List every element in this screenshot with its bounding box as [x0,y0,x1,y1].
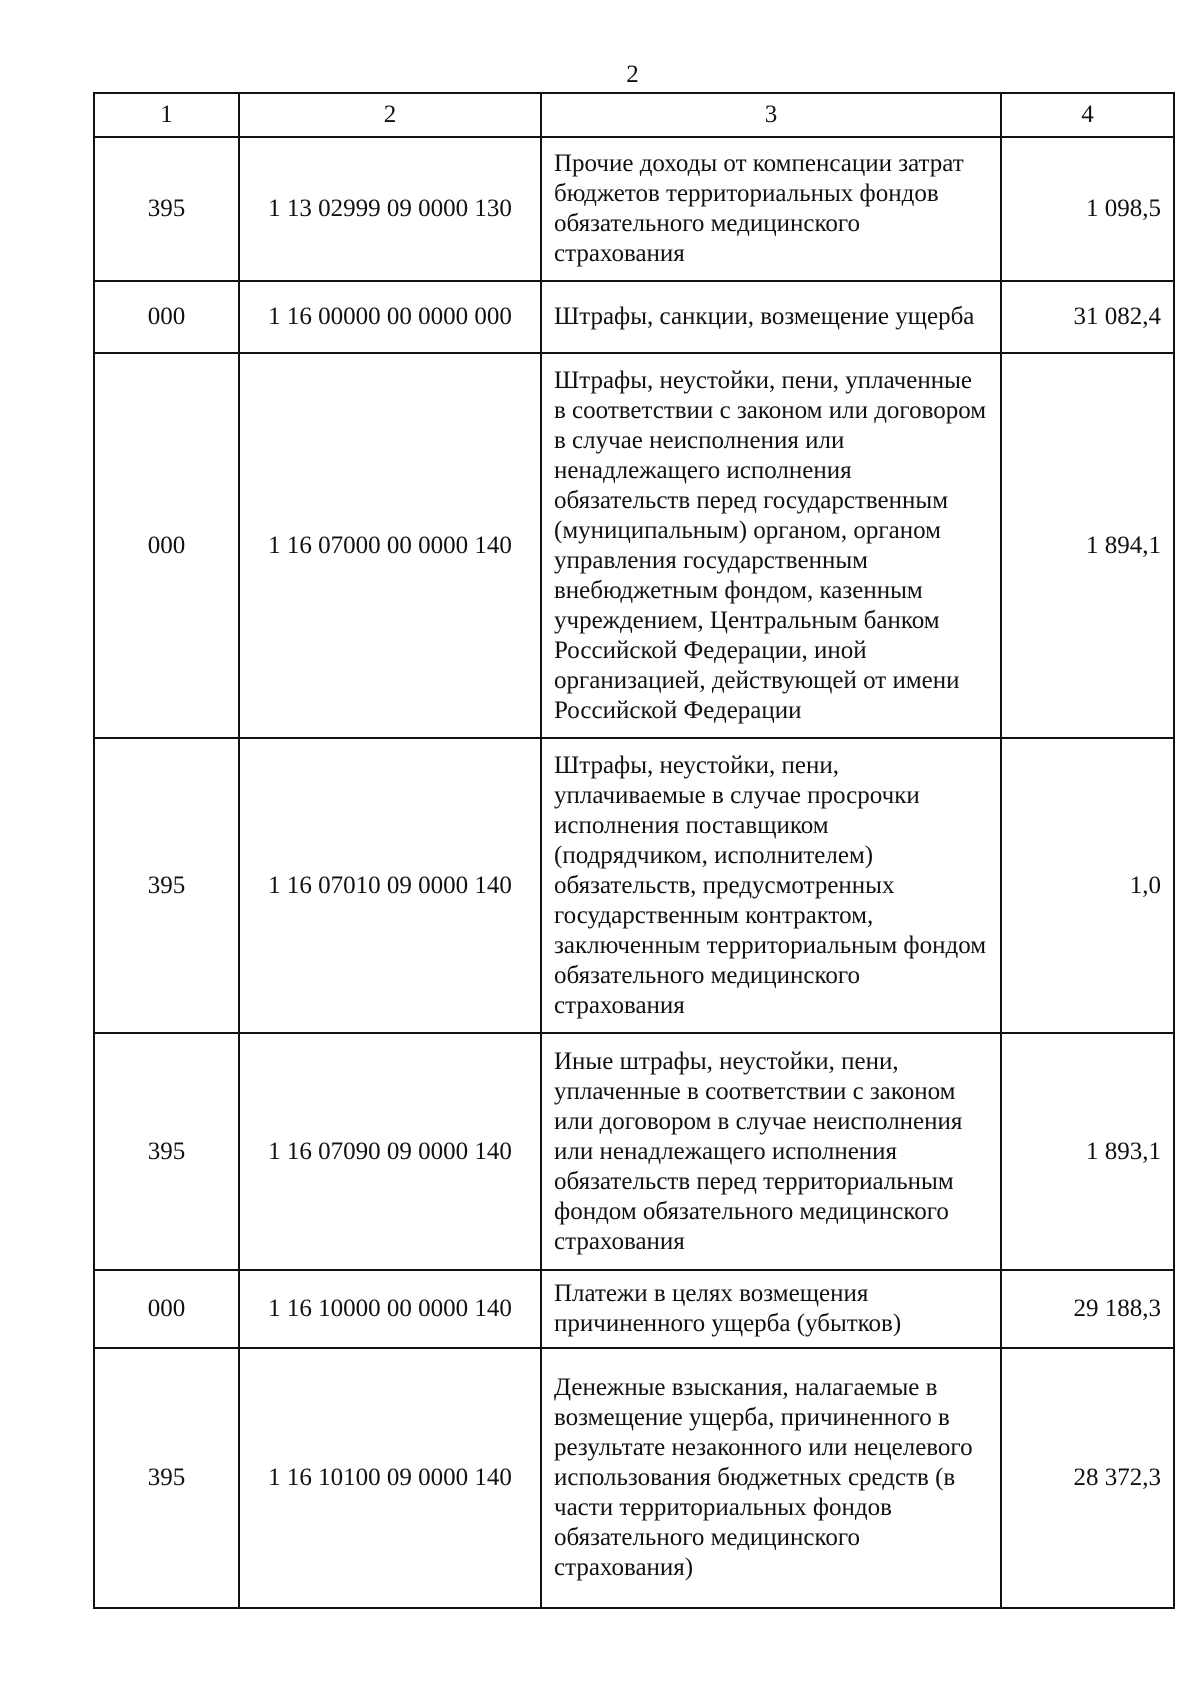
amount-cell: 1 098,5 [1001,137,1174,281]
table-header-row [94,93,1174,137]
table-row [94,281,1174,353]
budget-code-cell: 1 16 07000 00 0000 140 [239,353,541,738]
admin-code-cell: 000 [94,353,239,738]
revenue-name-cell: Иные штрафы, неустойки, пени, уплаченные в соответствии с законом или договором в случае неисполнения или ненадлежащего исполнения обязательств перед территориальным фондом обязательного медицинского страхования [541,1033,1001,1270]
amount-cell: 29 188,3 [1001,1270,1174,1348]
column-header-3: 3 [541,93,1001,137]
budget-code-cell: 1 16 00000 00 0000 000 [239,281,541,353]
admin-code-cell: 395 [94,738,239,1033]
amount-cell: 1 893,1 [1001,1033,1174,1270]
column-header-2: 2 [239,93,541,137]
revenue-name-cell: Штрафы, санкции, возмещение ущерба [541,281,1001,353]
revenue-name-cell: Денежные взыскания, налагаемые в возмещение ущерба, причиненного в результате незаконного или нецелевого использования бюджетных средств (в части территориальных фондов обязательного медицинского страхования) [541,1348,1001,1608]
revenue-name-cell: Штрафы, неустойки, пени, уплаченные в соответствии с законом или договором в случае неисполнения или ненадлежащего исполнения обязательств перед государственным (муниципальным) органом, органом управления государственным внебюджетным фондом, казенным учреждением, Центральным банком Российской Федерации, иной организацией, действующей от имени Российской Федерации [541,353,1001,738]
amount-cell: 31 082,4 [1001,281,1174,353]
column-header-4: 4 [1001,93,1174,137]
budget-code-cell: 1 16 07090 09 0000 140 [239,1033,541,1270]
table-row [94,353,1174,738]
table-row [94,738,1174,1033]
budget-code-cell: 1 16 10100 09 0000 140 [239,1348,541,1608]
amount-cell: 28 372,3 [1001,1348,1174,1608]
table-row [94,137,1174,281]
budget-revenue-table [93,92,1175,1609]
page-number: 2 [626,61,639,88]
revenue-name-cell: Штрафы, неустойки, пени, уплачиваемые в случае просрочки исполнения поставщиком (подрядчиком, исполнителем) обязательств, предусмотренных государственным контрактом, заключенным территориальным фондом обязательного медицинского страхования [541,738,1001,1033]
budget-code-cell: 1 16 07010 09 0000 140 [239,738,541,1033]
amount-cell: 1 894,1 [1001,353,1174,738]
table-row [94,1348,1174,1608]
table-row [94,1033,1174,1270]
budget-code-cell: 1 16 10000 00 0000 140 [239,1270,541,1348]
admin-code-cell: 395 [94,1348,239,1608]
revenue-name-cell: Платежи в целях возмещения причиненного ущерба (убытков) [541,1270,1001,1348]
budget-code-cell: 1 13 02999 09 0000 130 [239,137,541,281]
column-header-1: 1 [94,93,239,137]
admin-code-cell: 000 [94,281,239,353]
admin-code-cell: 395 [94,137,239,281]
table-row [94,1270,1174,1348]
admin-code-cell: 395 [94,1033,239,1270]
amount-cell: 1,0 [1001,738,1174,1033]
admin-code-cell: 000 [94,1270,239,1348]
revenue-name-cell: Прочие доходы от компенсации затрат бюджетов территориальных фондов обязательного медицинского страхования [541,137,1001,281]
